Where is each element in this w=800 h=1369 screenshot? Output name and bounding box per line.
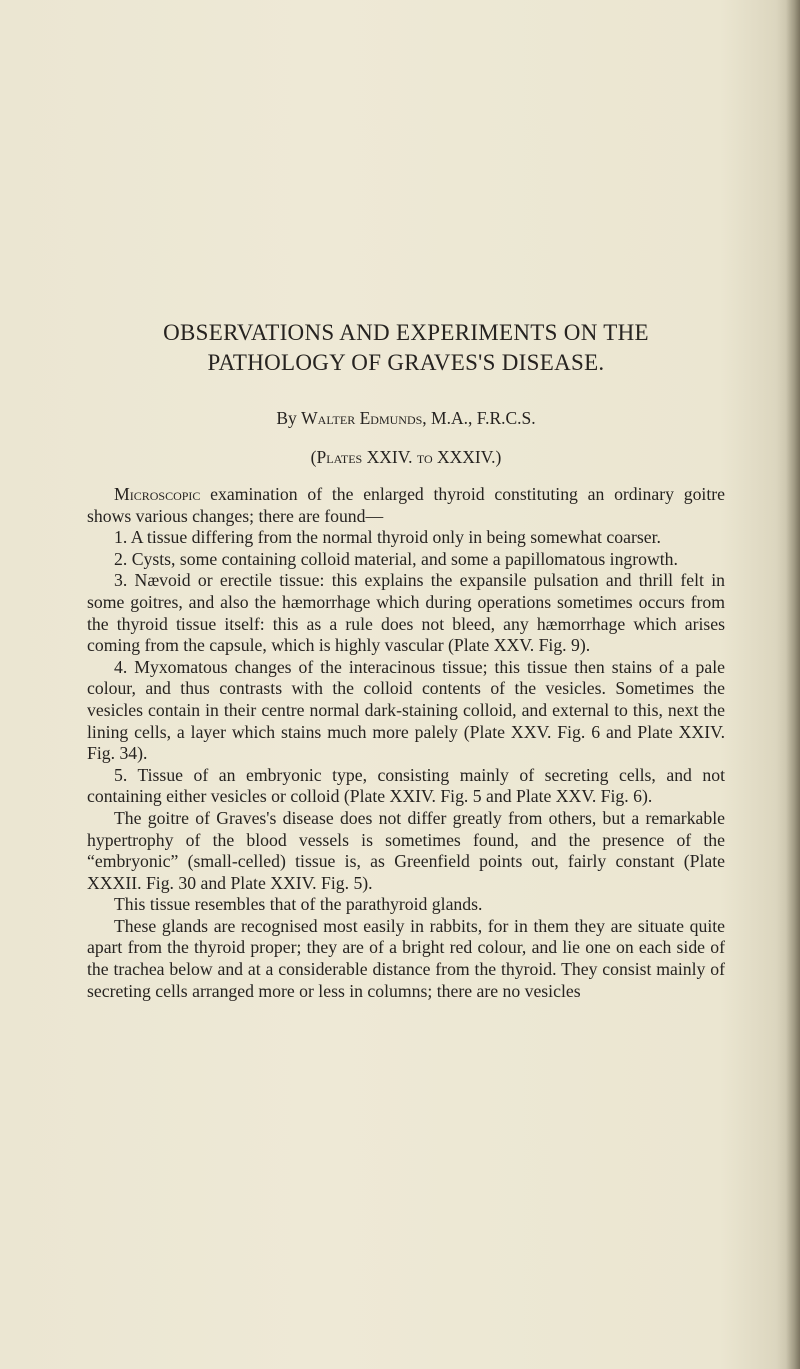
title-line-1: OBSERVATIONS AND EXPERIMENTS ON THE [163,320,649,345]
author-credentials: , M.A., F.R.C.S. [422,408,536,428]
paragraph-text: This tissue resembles that of the parathyroid glands. [114,894,483,915]
body-text [87,484,725,1002]
plates-close-paren: ) [495,447,502,467]
paragraph [87,527,725,549]
author-name: Walter Edmunds [301,408,423,428]
article [87,318,725,1002]
paragraph-text: 3. Nævoid or erectile tissue: this explains the expansile pulsation and thrill felt in some goitres, and also the hæmorrhage which during operations sometimes occurs from the thyroid tissue itself: this as a rule does not bleed, any hæmorrhage which arises coming from the capsule, which is highly vascular (Plate XXV. Fig. 9). [87,570,725,656]
plates-open-paren: ( [310,447,317,467]
paragraph [87,549,725,571]
article-title [87,318,725,378]
paragraph-text: These glands are recognised most easily in rabbits, for in them they are situate quite apart from the thyroid proper; they are of a bright red colour, and lie one on each side of the trachea below and at a considerable distance from the thyroid. They consist mainly of secreting cells arranged more or less in columns; there are no vesicles [87,915,725,1001]
paragraph [87,894,725,916]
paragraph [87,484,725,527]
paragraph [87,657,725,765]
paragraph [87,570,725,656]
byline-prefix: By [276,408,302,428]
plates-range: Plates XXIV. to XXXIV. [316,447,496,467]
paragraph-text: 4. Myxomatous changes of the interacinous tissue; this tissue then stains of a pale colour, and thus contrasts with the colloid contents of the vesicles. Sometimes the vesicles contain in their centre normal dark-staining colloid, and external to this, next the lining cells, a layer which stains much more palely (Plate XXV. Fig. 6 and Plate XXIV. Fig. 34). [87,656,725,764]
paragraph-text: 1. A tissue differing from the normal thyroid only in being somewhat coarser. [114,527,661,548]
byline [87,407,725,429]
plates-reference [87,446,725,468]
paragraph [87,808,725,894]
paragraph-text: The goitre of Graves's disease does not differ greatly from others, but a remarkable hypertrophy of the blood vessels is sometimes found, and the presence of the “embryonic” (small-celled) tissue is, as Greenfield points out, fairly constant (Plate XXXII. Fig. 30 and Plate XXIV. Fig. 5). [87,807,725,893]
paragraph [87,916,725,1002]
paragraph-text: examination of the enlarged thyroid constituting an ordinary goitre shows various changes; there are found— [87,484,725,526]
paragraph-text: 5. Tissue of an embryonic type, consisting mainly of secreting cells, and not containing either vesicles or colloid (Plate XXIV. Fig. 5 and Plate XXV. Fig. 6). [87,764,725,807]
title-line-2: PATHOLOGY OF GRAVES'S DISEASE. [207,350,605,375]
page-edge-shadow [786,0,800,1369]
paragraph-lead: Microscopic [114,484,201,504]
paragraph [87,765,725,808]
paragraph-text: 2. Cysts, some containing colloid material, and some a papillomatous ingrowth. [114,548,678,569]
